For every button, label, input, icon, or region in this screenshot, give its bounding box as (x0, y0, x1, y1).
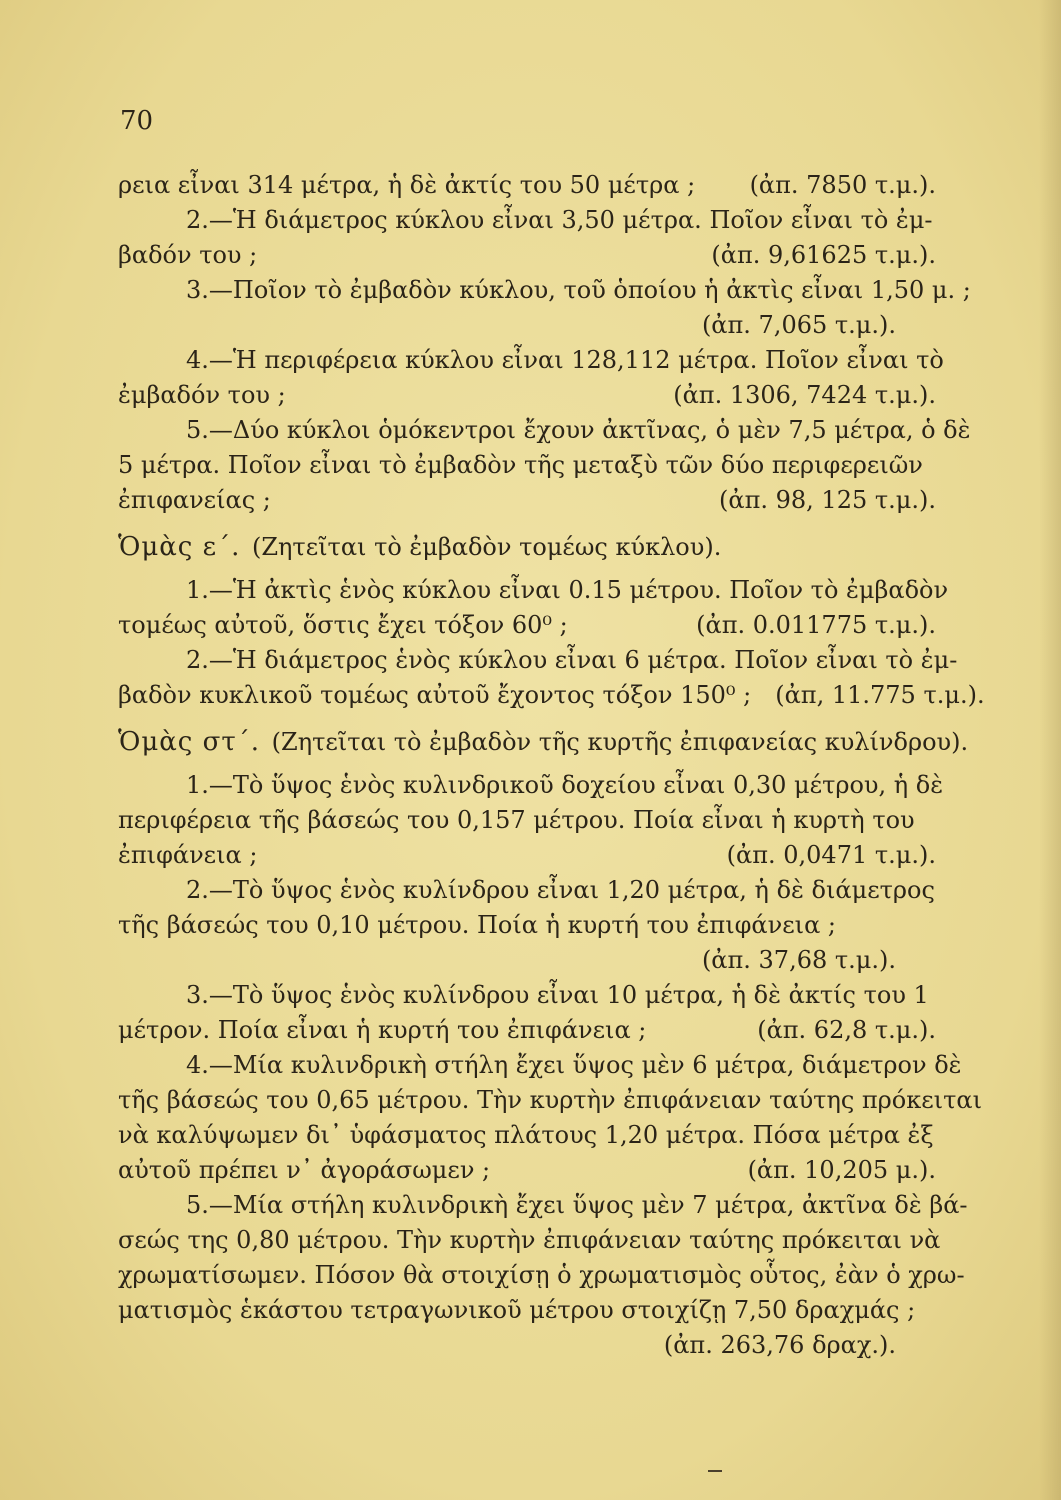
exercise-st2: 2.—Τὸ ὕψος ἑνὸς κυλίνδρου εἶναι 1,20 μέτρα, ἡ δὲ διάμετρος (186, 876, 935, 904)
text-line (118, 1328, 936, 1363)
answer: (ἀπ. 62,8 τ.μ.). (757, 1016, 936, 1044)
page-number: 70 (120, 106, 154, 136)
answer: (ἀπ. 263,76 δραχ.). (663, 1331, 896, 1359)
text-line: ἐπιφανείας ; (ἀπ. 98, 125 τ.μ.). (118, 483, 936, 518)
group-label: Ὁμὰς στ΄. (118, 727, 261, 757)
text-line: ἐπιφάνεια ; (ἀπ. 0,0471 τ.μ.). (118, 838, 936, 873)
answer: (ἀπ. 1306, 7424 τ.μ.). (673, 381, 936, 409)
answer: (ἀπ. 0,0471 τ.μ.). (726, 841, 936, 869)
text-line: μέτρον. Ποία εἶναι ἡ κυρτή του ἐπιφάνεια ; (ἀπ. 62,8 τ.μ.). (118, 1013, 936, 1048)
group-description: (Ζητεῖται τὸ ἐμβαδὸν τομέως κύκλου). (252, 533, 722, 561)
text-line: νὰ καλύψωμεν δι᾿ ὑφάσματος πλάτους 1,20 μέτρα. Πόσα μέτρα ἐξ (118, 1121, 934, 1149)
text-line: ματισμὸς ἑκάστου τετραγωνικοῦ μέτρου στοιχίζῃ 7,50 δραχμάς ; (118, 1296, 916, 1324)
text-line (118, 308, 936, 343)
section-heading-e (118, 530, 936, 565)
section-heading-st (118, 725, 969, 760)
exercise-d4: 4.—Ἡ περιφέρεια κύκλου εἶναι 128,112 μέτρα. Ποῖον εἶναι τὸ (186, 346, 944, 374)
text-line: βαδὸν κυκλικοῦ τομέως αὐτοῦ ἔχοντος τόξον 150⁰ ; (ἀπ, 11.775 τ.μ.). (118, 678, 936, 713)
group-description: (Ζητεῖται τὸ ἐμβαδὸν τῆς κυρτῆς ἐπιφανείας κυλίνδρου). (271, 728, 969, 756)
text-line: αὐτοῦ πρέπει ν᾿ ἀγοράσωμεν ; (ἀπ. 10,205 μ.). (118, 1153, 936, 1188)
page-edge-shadow (1039, 0, 1061, 1500)
answer: (ἀπ. 0.011775 τ.μ.). (696, 611, 936, 639)
answer: (ἀπ. 37,68 τ.μ.). (701, 946, 896, 974)
page-text (118, 168, 985, 1363)
text-line: σεώς της 0,80 μέτρου. Τὴν κυρτὴν ἐπιφάνειαν ταύτης πρόκειται νὰ (118, 1226, 941, 1254)
text-line: ρεια εἶναι 314 μέτρα, ἡ δὲ ἀκτίς του 50 μέτρα ; (ἀπ. 7850 τ.μ.). (118, 168, 936, 203)
text-line: τῆς βάσεώς του 0,65 μέτρου. Τὴν κυρτὴν ἐπιφάνειαν ταύτης πρόκειται (118, 1086, 982, 1114)
exercise-d3: 3.—Ποῖον τὸ ἐμβαδὸν κύκλου, τοῦ ὁποίου ἡ ἀκτὶς εἶναι 1,50 μ. ; (186, 276, 971, 304)
text-line: τομέως αὐτοῦ, ὅστις ἔχει τόξον 60⁰ ; (ἀπ. 0.011775 τ.μ.). (118, 608, 936, 643)
exercise-st4: 4.—Μία κυλινδρικὴ στήλη ἔχει ὕψος μὲν 6 μέτρα, διάμετρον δὲ (186, 1051, 962, 1079)
text-line: ἐμβαδόν του ; (ἀπ. 1306, 7424 τ.μ.). (118, 378, 936, 413)
answer: (ἀπ. 7,065 τ.μ.). (701, 311, 896, 339)
exercise-e1: 1.—Ἡ ἀκτὶς ἑνὸς κύκλου εἶναι 0.15 μέτρου. Ποῖον τὸ ἐμβαδὸν (186, 576, 949, 604)
text-line: χρωματίσωμεν. Πόσον θὰ στοιχίσῃ ὁ χρωματισμὸς οὗτος, ἐὰν ὁ χρω- (118, 1261, 965, 1289)
exercise-st1: 1.—Τὸ ὕψος ἑνὸς κυλινδρικοῦ δοχείου εἶναι 0,30 μέτρου, ἡ δὲ (186, 771, 944, 799)
answer: (ἀπ. 98, 125 τ.μ.). (719, 486, 936, 514)
answer: (ἀπ. 7850 τ.μ.). (749, 171, 936, 199)
text-line: βαδόν του ; (ἀπ. 9,61625 τ.μ.). (118, 238, 936, 273)
footer-dash (708, 1470, 722, 1472)
answer: (ἀπ. 10,205 μ.). (747, 1156, 936, 1184)
text-line: τῆς βάσεώς του 0,10 μέτρου. Ποία ἡ κυρτή του ἐπιφάνεια ; (118, 911, 836, 939)
exercise-e2: 2.—Ἡ διάμετρος ἑνὸς κύκλου εἶναι 6 μέτρα. Ποῖον εἶναι τὸ ἐμ- (186, 646, 958, 674)
text-line: περιφέρεια τῆς βάσεώς του 0,157 μέτρου. Ποία εἶναι ἡ κυρτὴ του (118, 806, 915, 834)
text-line (118, 943, 936, 978)
exercise-st5: 5.—Μία στήλη κυλινδρικὴ ἔχει ὕψος μὲν 7 μέτρα, ἀκτῖνα δὲ βά- (186, 1191, 968, 1219)
exercise-d5: 5.—Δύο κύκλοι ὁμόκεντροι ἔχουν ἀκτῖνας, ὁ μὲν 7,5 μέτρα, ὁ δὲ (186, 416, 971, 444)
text-line: 5 μέτρα. Ποῖον εἶναι τὸ ἐμβαδὸν τῆς μεταξὺ τῶν δύο περιφερειῶν (118, 451, 923, 479)
exercise-st3: 3.—Τὸ ὕψος ἑνὸς κυλίνδρου εἶναι 10 μέτρα, ἡ δὲ ἀκτίς του 1 (186, 981, 929, 1009)
answer: (ἀπ. 9,61625 τ.μ.). (711, 241, 936, 269)
group-label: Ὁμὰς ε΄. (118, 532, 241, 562)
answer: (ἀπ, 11.775 τ.μ.). (775, 681, 985, 709)
exercise-d2: 2.—Ἡ διάμετρος κύκλου εἶναι 3,50 μέτρα. Ποῖον εἶναι τὸ ἐμ- (186, 206, 933, 234)
